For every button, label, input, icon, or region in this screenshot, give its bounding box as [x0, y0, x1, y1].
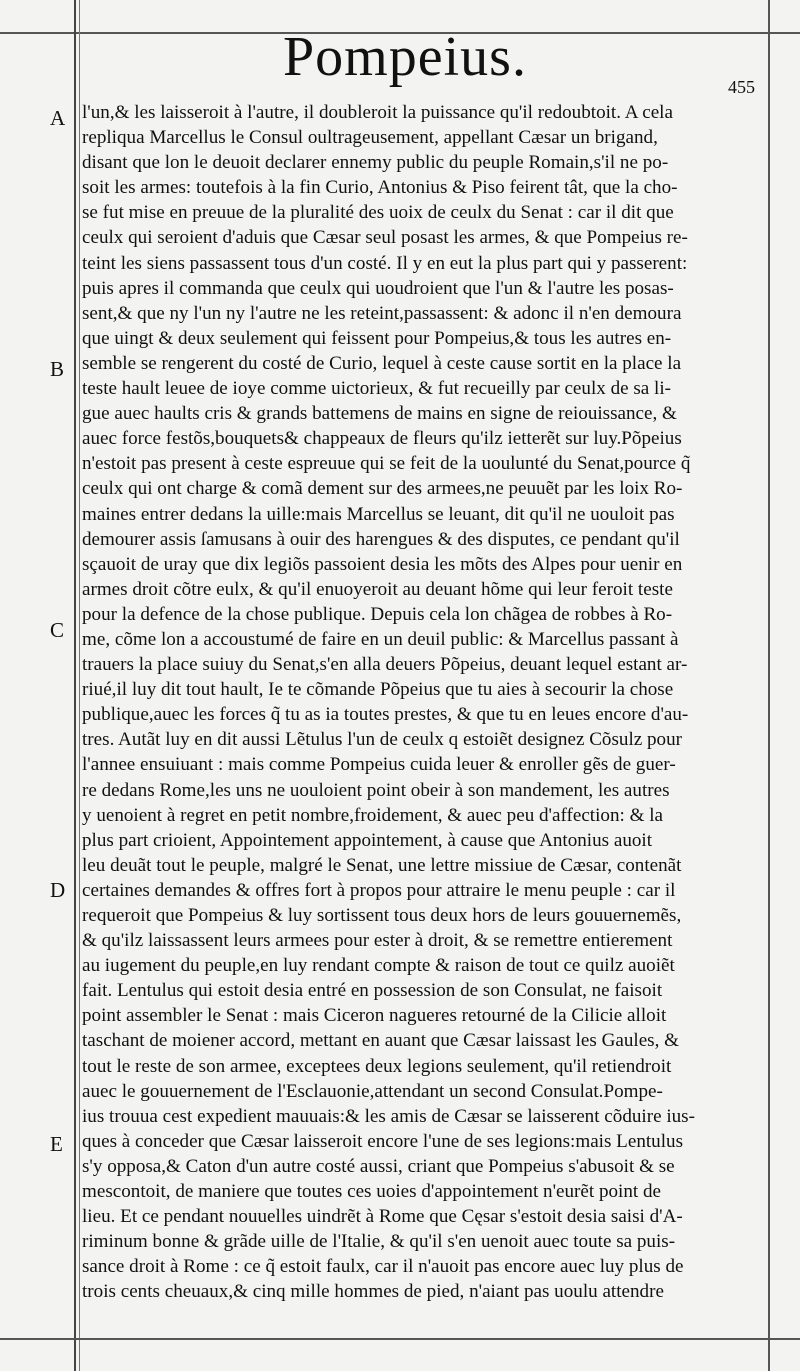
- page-frame-left: [74, 0, 76, 1371]
- text-line: teste hault leuee de ioye comme uictorieux, & fut recueilly par ceulx de sa li-: [82, 378, 672, 400]
- text-line: ques à conceder que Cæsar laisseroit encore l'une de ses legions:mais Lentulus: [82, 1130, 684, 1152]
- text-line: trois cents cheuaux,& cinq mille hommes de pied, n'aiant pas uoulu attendre: [82, 1281, 664, 1303]
- text-line: riué,il luy dit tout hault, Ie te cõmande Põpeius que tu aies à secourir la chose: [82, 679, 674, 701]
- text-line: soit les armes: toutefois à la fin Curio, Antonius & Piso feirent tât, que la cho-: [82, 177, 678, 199]
- text-line: re dedans Rome,les uns ne uouloient point obeir à son mandement, les autres: [82, 779, 670, 801]
- text-line: tres. Autãt luy en dit aussi Lẽtulus l'un de ceulx q estoiẽt designez Cõsulz pour: [82, 729, 683, 751]
- text-line: maines entrer dedans la uille:mais Marcellus se leuant, dit qu'il ne uouloit pas: [82, 503, 675, 525]
- margin-letter-a: A: [50, 106, 66, 130]
- text-line: l'un,& les laisseroit à l'autre, il doubleroit la puissance qu'il redoubtoit. A cela: [82, 102, 673, 123]
- page-frame-right: [768, 0, 770, 1371]
- text-line: y uenoient à regret en petit nombre,froidement, & auec peu d'affection: & la: [82, 804, 663, 826]
- text-line: au iugement du peuple,en luy rendant compte & raison de tout ce quilz auoiẽt: [82, 955, 675, 977]
- page-frame-bottom: [0, 1338, 800, 1340]
- text-line: que uingt & deux seulement qui feissent pour Pompeius,& tous les autres en-: [82, 327, 672, 349]
- text-line: gue auec haults cris & grands battemens de mains en signe de reiouissance, &: [82, 403, 677, 425]
- page-number: 455: [728, 77, 755, 97]
- text-line: ius trouua cest expedient mauuais:& les amis de Cæsar se laisserent cõduire ius-: [82, 1105, 695, 1127]
- text-line: requeroit que Pompeius & luy sortissent tous deux hors de leurs gouuernemẽs,: [82, 905, 682, 926]
- text-line: pour la defence de la chose publique. Depuis cela lon chãgea de robbes à Ro-: [82, 603, 673, 625]
- text-line: auec le gouuernement de l'Esclauonie,attendant un second Consulat.Pompe-: [82, 1080, 663, 1102]
- text-line: sance droit à Rome : ce q̃ estoit faulx, car il n'auoit pas encore auec luy plus de: [82, 1256, 684, 1278]
- text-line: plus part crioient, Appointement appointement, à cause que Antonius auoit: [82, 829, 653, 851]
- margin-letter-b: B: [50, 357, 65, 381]
- margin-letter-e: E: [50, 1132, 63, 1156]
- text-line: armes droit cõtre eulx, & qu'il enuoyeroit au deuant hõme qui leur feroit teste: [82, 578, 673, 600]
- text-line: teint les siens passassent tous d'un costé. Il y en eut la plus part qui y passerent:: [82, 252, 688, 274]
- text-line: mescontoit, de maniere que toutes ces uoies d'appointement n'eurẽt point de: [82, 1181, 661, 1203]
- page-frame-left-inner: [79, 0, 80, 1371]
- text-line: se fut mise en preuue de la pluralité des uoix de ceulx du Senat : car il dit que: [82, 202, 674, 224]
- body-text: [82, 100, 768, 1305]
- text-line: disant que lon le deuoit declarer ennemy public du peuple Romain,s'il ne po-: [82, 152, 669, 174]
- text-line: tout le reste de son armee, exceptees deux legions seulement, qu'il retiendroit: [82, 1055, 672, 1077]
- text-line: riminum bonne & grãde uille de l'Italie, & qu'il s'en uenoit auec toute sa puis-: [82, 1231, 676, 1253]
- text-line: fait. Lentulus qui estoit desia entré en possession de son Consulat, ne faisoit: [82, 980, 663, 1002]
- text-line: me, cõme lon a accoustumé de faire en un deuil public: & Marcellus passant à: [82, 628, 679, 650]
- text-line: auec force festõs,bouquets& chappeaux de fleurs qu'ilz ietterẽt sur luy.Põpeius: [82, 428, 682, 450]
- text-line: trauers la place suiuy du Senat,s'en alla deuers Põpeius, deuant lequel estant ar-: [82, 654, 688, 676]
- text-line: lieu. Et ce pendant nouuelles uindrẽt à Rome que Cęsar s'estoit desia saisi d'A-: [82, 1206, 683, 1228]
- text-line: demourer assis ſamusans à ouir des harengues & des disputes, ce pendant qu'il: [82, 528, 680, 550]
- text-line: sçauoit de uray que dix legiõs passoient desia les mõts des Alpes pour uenir en: [82, 553, 683, 575]
- text-line: ceulx qui seroient d'aduis que Cæsar seul posast les armes, & que Pompeius re-: [82, 227, 688, 249]
- margin-letter-c: C: [50, 618, 65, 642]
- text-line: & qu'ilz laissassent leurs armees pour ester à droit, & se remettre entierement: [82, 930, 673, 952]
- text-line: ceulx qui ont charge & comã dement sur des armees,ne peuuẽt par les loix Ro-: [82, 478, 683, 500]
- text-line: publique,auec les forces q̃ tu as ia toutes prestes, & que tu en leues encore d'au-: [82, 704, 689, 726]
- text-line: point assembler le Senat : mais Ciceron nagueres retourné de la Cilicie alloit: [82, 1005, 667, 1027]
- text-line: puis apres il commanda que ceulx qui uoudroient que l'un & l'autre les posas-: [82, 277, 674, 299]
- page-title: Pompeius.: [283, 26, 527, 88]
- text-line: s'y opposa,& Caton d'un autre costé aussi, criant que Pompeius s'abusoit & se: [82, 1155, 675, 1177]
- text-line: repliqua Marcellus le Consul oultrageusement, appellant Cæsar un brigand,: [82, 127, 658, 149]
- text-line: semble se rengerent du costé de Curio, lequel à ceste cause sortit en la place la: [82, 352, 682, 374]
- text-line: certaines demandes & offres fort à propos pour attraire le menu peuple : car il: [82, 879, 676, 901]
- text-line: n'estoit pas present à ceste espreuue qui se feit de la uoulunté du Senat,pource q̃: [82, 453, 691, 475]
- text-line: l'annee ensuiuant : mais comme Pompeius cuida leuer & enroller gẽs de guer-: [82, 754, 676, 776]
- text-line: taschant de moiener accord, mettant en auant que Cæsar laissast les Gaules, &: [82, 1030, 680, 1052]
- text-line: sent,& que ny l'un ny l'autre ne les reteint,passassent: & adonc il n'en demoura: [82, 302, 682, 324]
- text-line: leu deuãt tout le peuple, malgré le Senat, une lettre missiue de Cæsar, contenãt: [82, 854, 682, 876]
- margin-letter-d: D: [50, 878, 66, 902]
